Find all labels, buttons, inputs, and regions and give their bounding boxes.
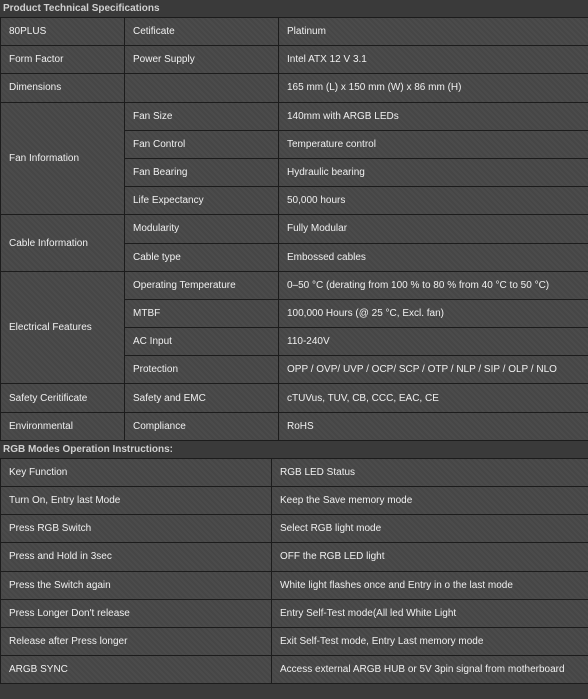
rgb-status-cell: Exit Self-Test mode, Entry Last memory mode [272, 627, 588, 655]
spec-section-title: Product Technical Specifications [0, 0, 588, 17]
spec-value: 0–50 °C (derating from 100 % to 80 % from 40 °C to 50 °C) [279, 271, 588, 299]
spec-item: MTBF [125, 299, 279, 327]
spec-item [125, 74, 279, 102]
spec-value: Fully Modular [279, 215, 588, 243]
spec-item: Modularity [125, 215, 279, 243]
spec-value: 100,000 Hours (@ 25 °C, Excl. fan) [279, 299, 588, 327]
spec-group-safety: Safety Ceritificate [1, 384, 125, 412]
table-row [1, 656, 588, 684]
spec-item: Cetificate [125, 18, 279, 46]
rgb-status-cell: White light flashes once and Entry in o the last mode [272, 571, 588, 599]
rgb-key-cell: ARGB SYNC [1, 656, 272, 684]
table-row [1, 515, 588, 543]
spec-item: Power Supply [125, 46, 279, 74]
spec-item: Fan Control [125, 130, 279, 158]
spec-item: Fan Size [125, 102, 279, 130]
spec-item: AC Input [125, 328, 279, 356]
spec-table [0, 17, 588, 441]
rgb-status-cell: Select RGB light mode [272, 515, 588, 543]
table-row [1, 74, 588, 102]
spec-value: 50,000 hours [279, 187, 588, 215]
spec-value: 165 mm (L) x 150 mm (W) x 86 mm (H) [279, 74, 588, 102]
spec-value: OPP / OVP/ UVP / OCP/ SCP / OTP / NLP / SIP / OLP / NLO [279, 356, 588, 384]
rgb-section-title: RGB Modes Operation Instructions: [0, 441, 588, 458]
spec-group-80plus: 80PLUS [1, 18, 125, 46]
table-row [1, 458, 588, 486]
rgb-key-cell: Press RGB Switch [1, 515, 272, 543]
spec-value: Embossed cables [279, 243, 588, 271]
table-row [1, 627, 588, 655]
table-row [1, 215, 588, 243]
spec-item: Fan Bearing [125, 158, 279, 186]
rgb-key-cell: Press and Hold in 3sec [1, 543, 272, 571]
spec-item: Safety and EMC [125, 384, 279, 412]
spec-value: cTUVus, TUV, CB, CCC, EAC, CE [279, 384, 588, 412]
rgb-key-cell: Release after Press longer [1, 627, 272, 655]
rgb-status-cell: Keep the Save memory mode [272, 487, 588, 515]
table-row [1, 271, 588, 299]
table-row [1, 384, 588, 412]
rgb-status-cell: OFF the RGB LED light [272, 543, 588, 571]
table-row [1, 543, 588, 571]
spec-group-cable-information: Cable Information [1, 215, 125, 271]
table-row [1, 18, 588, 46]
spec-group-environmental: Environmental [1, 412, 125, 440]
table-row [1, 599, 588, 627]
spec-value: Temperature control [279, 130, 588, 158]
rgb-key-cell: Press Longer Don't release [1, 599, 272, 627]
rgb-key-cell: Turn On, Entry last Mode [1, 487, 272, 515]
spec-value: Platinum [279, 18, 588, 46]
table-row [1, 102, 588, 130]
spec-group-electrical-features: Electrical Features [1, 271, 125, 384]
spec-value: RoHS [279, 412, 588, 440]
rgb-status-cell: Entry Self-Test mode(All led White Light [272, 599, 588, 627]
spec-value: 140mm with ARGB LEDs [279, 102, 588, 130]
spec-group-dimensions: Dimensions [1, 74, 125, 102]
table-row [1, 412, 588, 440]
spec-value: Hydraulic bearing [279, 158, 588, 186]
spec-item: Protection [125, 356, 279, 384]
rgb-modes-table [0, 458, 588, 685]
spec-item: Operating Temperature [125, 271, 279, 299]
spec-group-fan-information: Fan Information [1, 102, 125, 215]
spec-value: 110-240V [279, 328, 588, 356]
spec-item: Compliance [125, 412, 279, 440]
spec-item: Life Expectancy [125, 187, 279, 215]
rgb-key-cell: Press the Switch again [1, 571, 272, 599]
table-row [1, 46, 588, 74]
rgb-status-cell: RGB LED Status [272, 458, 588, 486]
spec-item: Cable type [125, 243, 279, 271]
table-row [1, 571, 588, 599]
table-row [1, 487, 588, 515]
spec-group-form-factor: Form Factor [1, 46, 125, 74]
spec-value: Intel ATX 12 V 3.1 [279, 46, 588, 74]
rgb-key-cell: Key Function [1, 458, 272, 486]
rgb-status-cell: Access external ARGB HUB or 5V 3pin signal from motherboard [272, 656, 588, 684]
